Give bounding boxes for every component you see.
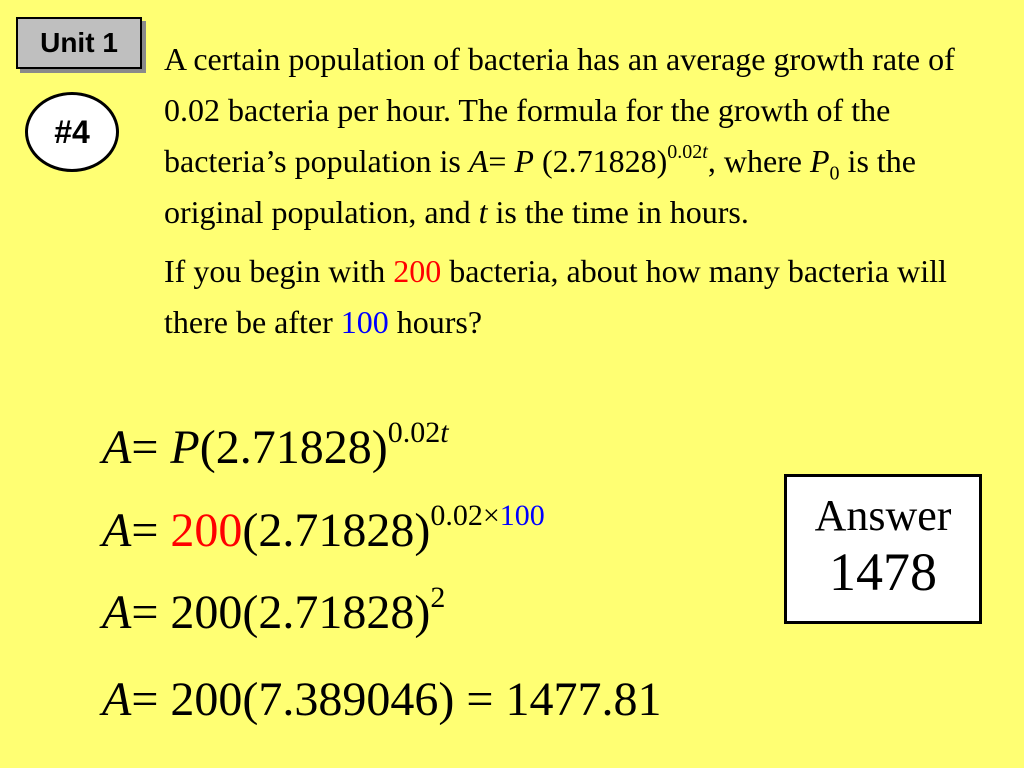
solution-line-1 [102,416,449,475]
problem-text: is the time in hours. [487,194,749,230]
initial-population-value: 200 [170,504,243,557]
var-a: A [102,421,132,474]
var-p0-subscript: 0 [829,162,840,185]
problem-text: If you begin with [164,253,394,289]
problem-paragraph-1 [164,34,1004,238]
answer-value: 1478 [829,542,937,602]
time-value: 100 [499,499,545,532]
var-p: P [170,421,200,474]
unit-badge: Unit 1 [16,17,142,69]
formula-exponent [667,141,708,163]
exponent-t: t [440,416,449,449]
problem-paragraph-2 [164,246,1004,348]
time-value: 100 [340,304,389,340]
problem-text: is the original population, and [164,143,916,230]
formula-base: (2.71828) [533,143,668,179]
var-a: A [102,586,132,639]
answer-box [784,474,982,624]
problem-statement [164,34,1004,348]
answer-label: Answer [814,491,952,540]
problem-text: bacteria, about how many bacteria will there be after [164,253,947,340]
var-a: A [102,673,132,726]
solution-expression: = 200(2.71828) [131,586,431,639]
var-t: t [478,194,488,230]
var-a: A [468,143,489,179]
exponent-t: t [702,141,708,164]
problem-text: , where [707,143,810,179]
problem-text: hours? [388,304,483,340]
formula-base: (2.71828) [199,421,388,474]
solution-expression: = 200(7.389046) = 1477.81 [131,673,662,726]
solution-line-3 [102,581,446,640]
initial-population-value: 200 [393,253,442,289]
var-a: A [102,504,132,557]
solution-line-4 [102,672,661,727]
formula-exponent: 2 [430,581,446,614]
problem-text: A certain population of bacteria has an average growth rate of 0.02 bacteria per hour. The formula for the growth of the bacteria’s population is [164,41,955,179]
exponent-rate: 0.02 [387,416,441,449]
formula-exponent [388,416,449,449]
var-p0: P [810,143,830,179]
equals-sign: = [488,143,515,179]
problem-number-badge: #4 [25,92,119,172]
equals-sign: = [131,421,171,474]
var-p: P [514,143,534,179]
equals-sign: = [131,504,171,557]
formula-exponent [430,499,544,532]
formula-base: (2.71828) [242,504,431,557]
solution-line-2 [102,499,545,558]
exponent-rate: 0.02 [667,141,703,164]
exponent-rate: 0.02× [430,499,500,532]
